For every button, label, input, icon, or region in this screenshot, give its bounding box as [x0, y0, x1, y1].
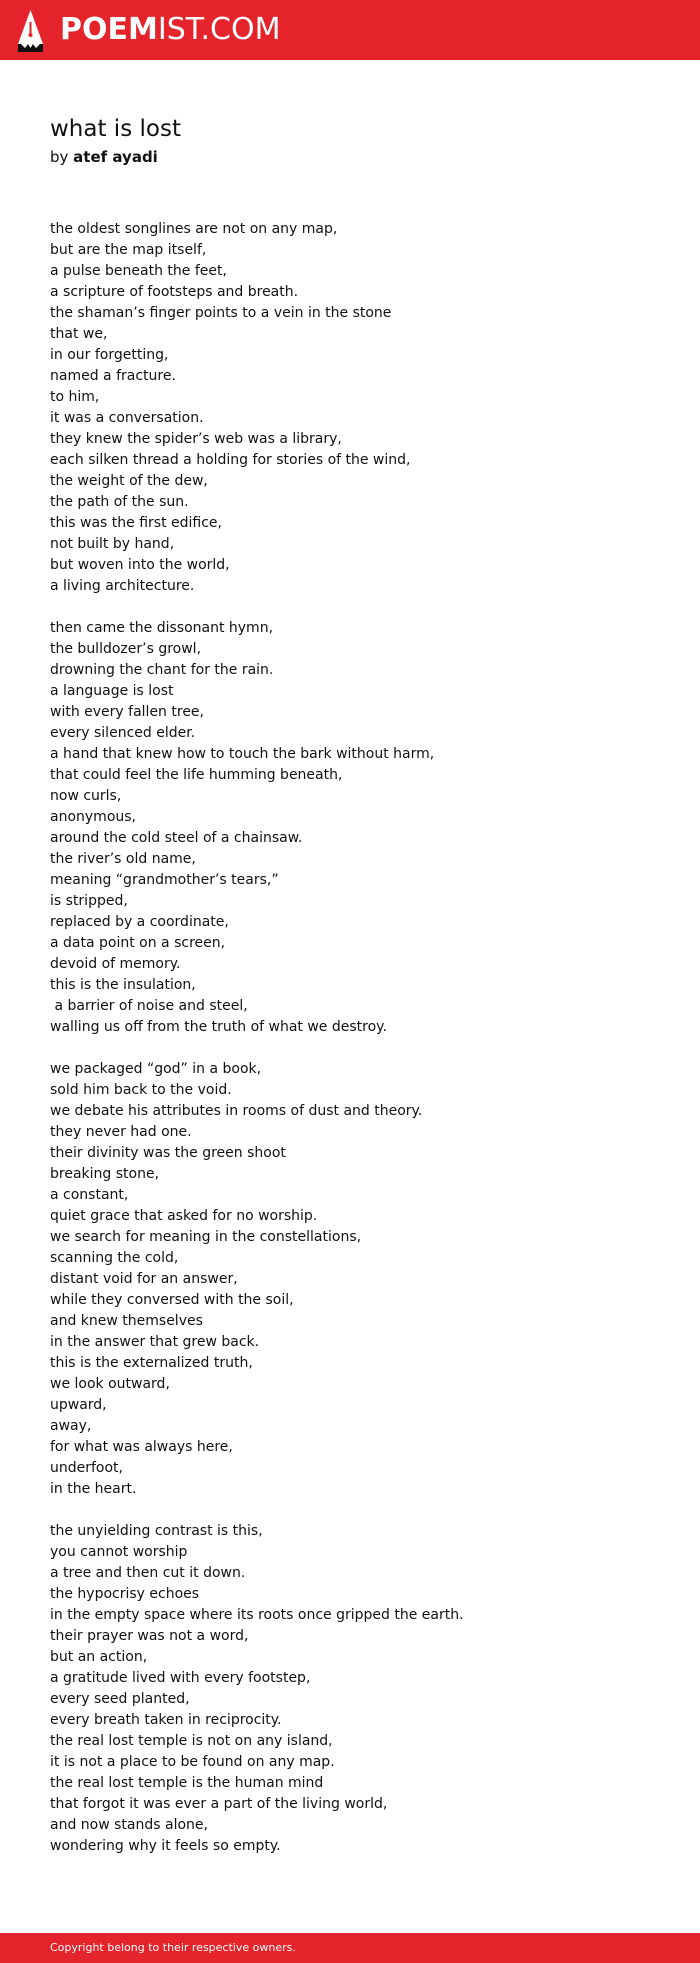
poem-line: around the cold steel of a chainsaw. — [50, 830, 303, 846]
poem-line: sold him back to the void. — [50, 1082, 232, 1098]
poem-line: in our forgetting, — [50, 347, 169, 363]
poem-line: a hand that knew how to touch the bark without harm, — [50, 746, 435, 762]
poem-line: you cannot worship — [50, 1544, 188, 1560]
poem-line: is stripped, — [50, 893, 128, 909]
poem-line: the bulldozer’s growl, — [50, 641, 202, 657]
author-name[interactable]: atef ayadi — [73, 148, 158, 166]
poem-line: underfoot, — [50, 1460, 124, 1476]
site-header — [0, 0, 700, 60]
poem-line: the unyielding contrast is this, — [50, 1523, 263, 1539]
stanza-break — [50, 597, 670, 618]
poem-line: the river’s old name, — [50, 851, 196, 867]
poem-line: anonymous, — [50, 809, 136, 825]
poem-line: for what was always here, — [50, 1439, 233, 1455]
poem-line: in the empty space where its roots once gripped the earth. — [50, 1607, 464, 1623]
poem-line: the oldest songlines are not on any map, — [50, 221, 338, 237]
poem-line: and now stands alone, — [50, 1817, 208, 1833]
poem-line: away, — [50, 1418, 92, 1434]
copyright-notice: Copyright belong to their respective owners. — [50, 1941, 296, 1954]
poem-line: walling us off from the truth of what we destroy. — [50, 1019, 387, 1035]
poem-line: they never had one. — [50, 1124, 192, 1140]
poem-line: named a fracture. — [50, 368, 176, 384]
poem-line: we search for meaning in the constellations, — [50, 1229, 362, 1245]
poem-line: a data point on a screen, — [50, 935, 226, 951]
poem-line: drowning the chant for the rain. — [50, 662, 274, 678]
poem-line: the shaman’s finger points to a vein in the stone — [50, 305, 392, 321]
poem-line: a constant, — [50, 1187, 129, 1203]
by-label: by — [50, 148, 74, 166]
brand-bold: POEM — [60, 12, 158, 47]
poem-line: a language is lost — [50, 683, 174, 699]
poem-line: every silenced elder. — [50, 725, 196, 741]
poem-line: in the heart. — [50, 1481, 137, 1497]
poem-line: this was the first edifice, — [50, 515, 222, 531]
poem-line: not built by hand, — [50, 536, 175, 552]
poem-line: breaking stone, — [50, 1166, 160, 1182]
poem-body — [50, 219, 670, 1857]
poem-line: we packaged “god” in a book, — [50, 1061, 262, 1077]
poem-line: it is not a place to be found on any map. — [50, 1754, 335, 1770]
site-logo[interactable] — [60, 12, 280, 48]
poem-line: each silken thread a holding for stories of the wind, — [50, 452, 411, 468]
poem-line: meaning “grandmother’s tears,” — [50, 872, 279, 888]
poem-line: the real lost temple is the human mind — [50, 1775, 324, 1791]
poem-line: the path of the sun. — [50, 494, 189, 510]
poem-line: in the answer that grew back. — [50, 1334, 260, 1350]
poem-line: and knew themselves — [50, 1313, 203, 1329]
brand-light: IST.COM — [157, 12, 281, 47]
poem-line: while they conversed with the soil, — [50, 1292, 294, 1308]
poem-line: wondering why it feels so empty. — [50, 1838, 281, 1854]
poem-line: but woven into the world, — [50, 557, 230, 573]
poem-line: quiet grace that asked for no worship. — [50, 1208, 318, 1224]
poem-line: with every fallen tree, — [50, 704, 204, 720]
poem-line: that we, — [50, 326, 108, 342]
poem-line: that forgot it was ever a part of the living world, — [50, 1796, 388, 1812]
poem-line: to him, — [50, 389, 100, 405]
poem-line: their divinity was the green shoot — [50, 1145, 286, 1161]
site-footer — [0, 1933, 700, 1963]
poem-line: that could feel the life humming beneath, — [50, 767, 343, 783]
poem-line: we debate his attributes in rooms of dust and theory. — [50, 1103, 423, 1119]
pen-nib-icon[interactable] — [18, 10, 43, 52]
poem-line: now curls, — [50, 788, 122, 804]
poem-line: the weight of the dew, — [50, 473, 208, 489]
poem-line: distant void for an answer, — [50, 1271, 238, 1287]
byline — [50, 147, 158, 167]
poem-line: their prayer was not a word, — [50, 1628, 249, 1644]
poem-line: but an action, — [50, 1649, 148, 1665]
poem-line: upward, — [50, 1397, 107, 1413]
poem-line: a living architecture. — [50, 578, 195, 594]
poem-line: the hypocrisy echoes — [50, 1586, 200, 1602]
poem-line: every breath taken in reciprocity. — [50, 1712, 282, 1728]
poem-line: scanning the cold, — [50, 1250, 179, 1266]
poem-line: it was a conversation. — [50, 410, 204, 426]
stanza-break — [50, 1500, 670, 1521]
poem-line: they knew the spider’s web was a library, — [50, 431, 342, 447]
poem-title: what is lost — [50, 116, 181, 142]
poem-line: the real lost temple is not on any island, — [50, 1733, 333, 1749]
poem-line: a tree and then cut it down. — [50, 1565, 246, 1581]
poem-line: we look outward, — [50, 1376, 170, 1392]
poem-line: this is the externalized truth, — [50, 1355, 253, 1371]
poem-line: a gratitude lived with every footstep, — [50, 1670, 311, 1686]
poem-line: then came the dissonant hymn, — [50, 620, 274, 636]
poem-line: this is the insulation, — [50, 977, 196, 993]
poem-line: every seed planted, — [50, 1691, 190, 1707]
poem-line: a scripture of footsteps and breath. — [50, 284, 299, 300]
poem-line: but are the map itself, — [50, 242, 207, 258]
poem-line: replaced by a coordinate, — [50, 914, 229, 930]
stanza-break — [50, 1038, 670, 1059]
poem-line: a pulse beneath the feet, — [50, 263, 227, 279]
poem-line: devoid of memory. — [50, 956, 181, 972]
poem-line: a barrier of noise and steel, — [50, 998, 248, 1014]
